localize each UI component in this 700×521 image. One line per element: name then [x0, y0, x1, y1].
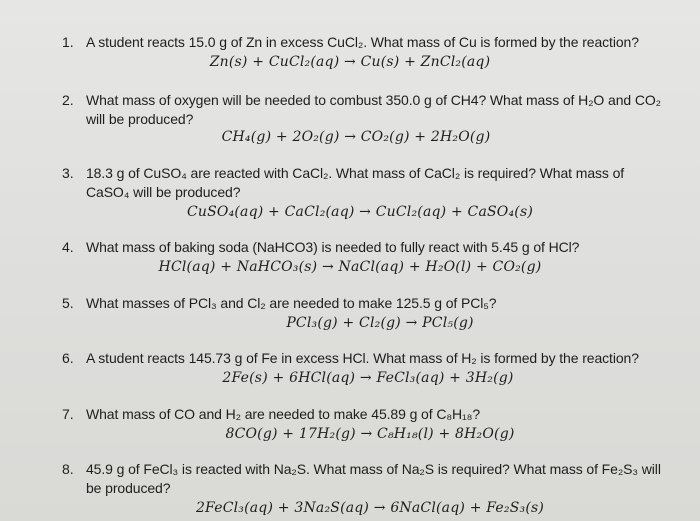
question-number: 3.	[62, 165, 74, 181]
question-prompt: A student reacts 15.0 g of Zn in excess CuCl₂. What mass of Cu is formed by the reaction?	[86, 34, 639, 50]
question-number: 4.	[62, 239, 74, 255]
question-number: 2.	[62, 92, 74, 108]
reaction-equation: CuSO₄(aq) + CaCl₂(aq) → CuCl₂(aq) + CaSO₄(s)	[186, 204, 534, 220]
reaction-equation: 8CO(g) + 17H₂(g) → C₈H₁₈(l) + 8H₂O(g)	[225, 426, 515, 442]
reaction-equation: CH₄(g) + 2O₂(g) → CO₂(g) + 2H₂O(g)	[221, 129, 491, 145]
question-number: 8.	[62, 461, 74, 477]
question-prompt: 18.3 g of CuSO₄ are reacted with CaCl₂. What mass of CaCl₂ is required? What mass of CaSO₄ will be produced?	[86, 165, 625, 200]
reaction-equation: 2FeCl₃(aq) + 3Na₂S(aq) → 6NaCl(aq) + Fe₂S₃(s)	[195, 500, 545, 516]
question-prompt: What masses of PCl₃ and Cl₂ are needed to make 125.5 g of PCl₅?	[86, 295, 497, 311]
question-prompt: What mass of oxygen will be needed to combust 350.0 g of CH4? What mass of H₂O and CO₂ will be produced?	[86, 92, 661, 127]
question-prompt: What mass of baking soda (NaHCO3) is needed to fully react with 5.45 g of HCl?	[86, 239, 580, 255]
question-prompt: A student reacts 145.73 g of Fe in excess HCl. What mass of H₂ is formed by the reaction?	[86, 350, 639, 366]
question-number: 5.	[62, 295, 74, 311]
question-prompt: What mass of CO and H₂ are needed to make 45.89 g of C₈H₁₈?	[86, 406, 481, 422]
reaction-equation: HCl(aq) + NaHCO₃(s) → NaCl(aq) + H₂O(l) + CO₂(g)	[158, 259, 542, 275]
question-number: 6.	[62, 350, 74, 366]
question-number: 7.	[62, 406, 74, 422]
reaction-equation: 2Fe(s) + 6HCl(aq) → FeCl₃(aq) + 3H₂(g)	[222, 370, 514, 386]
reaction-equation: Zn(s) + CuCl₂(aq) → Cu(s) + ZnCl₂(aq)	[209, 54, 491, 70]
question-prompt: 45.9 g of FeCl₃ is reacted with Na₂S. What mass of Na₂S is required? What mass of Fe₂S₃ will be produced?	[86, 461, 661, 496]
question-number: 1.	[62, 34, 74, 50]
reaction-equation: PCl₃(g) + Cl₂(g) → PCl₅(g)	[286, 315, 474, 331]
